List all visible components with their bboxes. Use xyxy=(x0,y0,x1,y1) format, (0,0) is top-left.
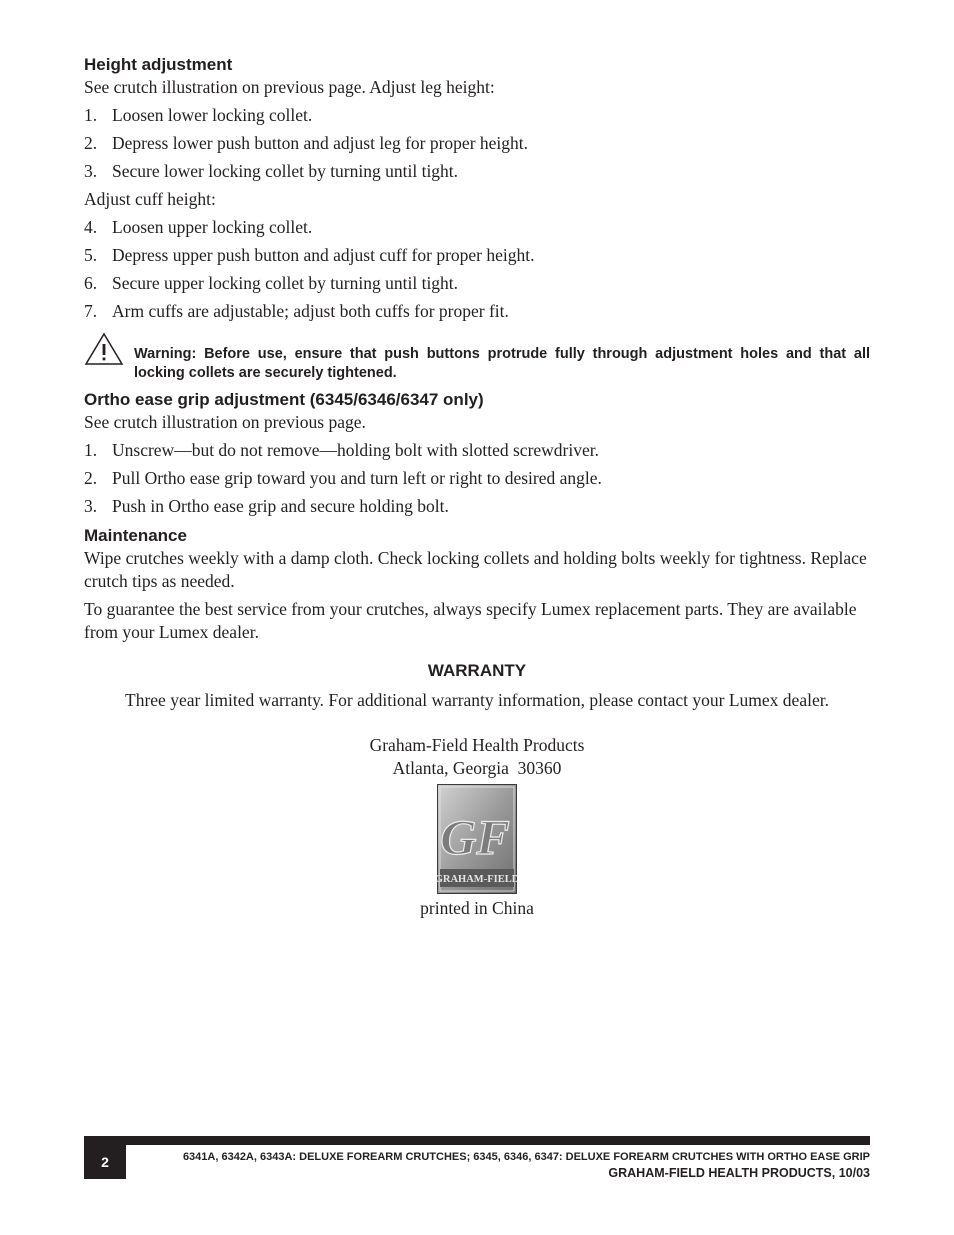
list-item: 2. Depress lower push button and adjust leg for proper height. xyxy=(84,133,529,153)
warning-triangle-icon xyxy=(84,332,124,366)
list-item: 2. Pull Ortho ease grip toward you and turn left or right to desired angle. xyxy=(84,468,602,488)
ortho-intro: See crutch illustration on previous page. xyxy=(84,412,366,432)
footer-publisher: GRAHAM-FIELD HEALTH PRODUCTS, 10/03 xyxy=(608,1166,870,1180)
height-adjustment-heading: Height adjustment xyxy=(84,55,233,74)
warranty-heading: WARRANTY xyxy=(427,661,527,680)
warranty-text: Three year limited warranty. For additional warranty information, please contact your Lumex dealer. xyxy=(125,690,829,710)
maintenance-para-2: To guarantee the best service from your crutches, always specify Lumex replacement parts. They are available from your Lumex dealer. xyxy=(84,599,857,642)
maintenance-para-1: Wipe crutches weekly with a damp cloth. Check locking collets and holding bolts weekly for tightness. Replace crutch tips as needed. xyxy=(84,548,867,591)
cuff-intro: Adjust cuff height: xyxy=(84,189,216,209)
maintenance-heading: Maintenance xyxy=(84,526,187,545)
list-item: 4. Loosen upper locking collet. xyxy=(84,217,313,237)
company-address: Atlanta, Georgia 30360 xyxy=(392,758,562,778)
warning-block xyxy=(84,332,870,383)
height-intro: See crutch illustration on previous page. Adjust leg height: xyxy=(84,77,495,97)
graham-field-logo xyxy=(437,784,517,894)
list-item: 6. Secure upper locking collet by turning until tight. xyxy=(84,273,459,293)
page-number: 2 xyxy=(84,1145,126,1179)
list-item: 7. Arm cuffs are adjustable; adjust both cuffs for proper fit. xyxy=(84,301,509,321)
cuff-steps-list xyxy=(84,216,870,328)
list-item: 1. Unscrew—but do not remove—holding bolt with slotted screwdriver. xyxy=(84,440,600,460)
printed-in: printed in China xyxy=(420,898,534,918)
list-item: 3. Push in Ortho ease grip and secure holding bolt. xyxy=(84,496,449,516)
ortho-grip-heading: Ortho ease grip adjustment (6345/6346/6347 only) xyxy=(84,390,484,409)
leg-steps-list xyxy=(84,104,870,188)
company-name: Graham-Field Health Products xyxy=(369,735,585,755)
list-item: 5. Depress upper push button and adjust cuff for proper height. xyxy=(84,245,535,265)
footer-title: 6341A, 6342A, 6343A: DELUXE FOREARM CRUTCHES; 6345, 6346, 6347: DELUXE FOREARM CRUTCHES WITH ORTHO EASE GRIP xyxy=(182,1151,870,1163)
svg-text:GRAHAM-FIELD: GRAHAM-FIELD xyxy=(437,874,517,885)
ortho-steps-list xyxy=(84,439,870,523)
list-item: 1. Loosen lower locking collet. xyxy=(84,105,313,125)
svg-text:GF: GF xyxy=(440,809,510,865)
page-content xyxy=(84,0,870,920)
list-item: 3. Secure lower locking collet by turning until tight. xyxy=(84,161,459,181)
warning-text: Warning: Before use, ensure that push buttons protrude fully through adjustment holes and that all locking collets are securely tightened. xyxy=(134,346,870,381)
footer-rule xyxy=(84,1136,870,1145)
